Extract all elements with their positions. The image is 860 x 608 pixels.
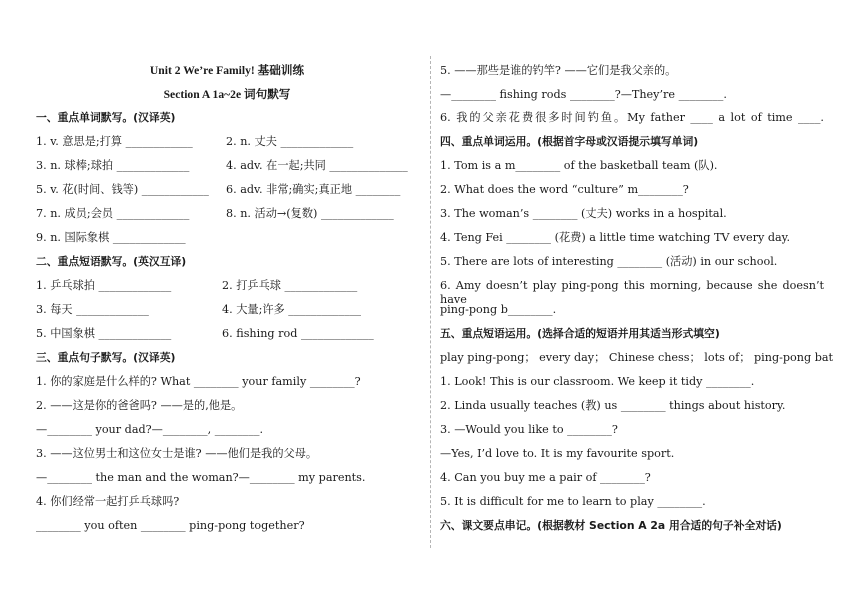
- usage-item: 3. The woman’s ________ (丈夫) works in a hospital.: [440, 207, 727, 220]
- sentence-item: —________ your dad?—________, ________.: [36, 423, 264, 436]
- sentence-item: ________ you often ________ ping-pong together?: [36, 519, 305, 532]
- fill-item: 1. Look! This is our classroom. We keep it tidy ________.: [440, 375, 755, 388]
- usage-item: 2. What does the word “culture” m________?: [440, 183, 689, 196]
- fill-item: 4. Can you buy me a pair of ________?: [440, 471, 651, 484]
- usage-item: 1. Tom is a m________ of the basketball team (队).: [440, 159, 718, 172]
- word-item: 2. n. 丈夫 _____________: [226, 135, 354, 148]
- worksheet-title: Unit 2 We’re Family! 基础训练: [149, 64, 305, 77]
- word-item: 4. adv. 在一起;共同 ______________: [226, 159, 408, 172]
- sentence-item: 3. ——这位男士和这位女士是谁? ——他们是我的父母。: [36, 447, 318, 460]
- phrase-item: 2. 打乒乓球 _____________: [222, 279, 358, 292]
- section-heading-text-points: 六、课文要点串记。(根据教材 Section A 2a 用合适的句子补全对话): [440, 519, 782, 532]
- fill-item: —Yes, I’d love to. It is my favourite sport.: [440, 447, 675, 460]
- fill-item: 2. Linda usually teaches (教) us ________ things about history.: [440, 399, 786, 412]
- usage-item: 5. There are lots of interesting ________ (活动) in our school.: [440, 255, 778, 268]
- worksheet-subtitle: Section A 1a~2e 词句默写: [163, 88, 291, 101]
- section-heading-word-usage: 四、重点单词运用。(根据首字母或汉语提示填写单词): [440, 135, 699, 148]
- sentence-item: —________ fishing rods ________?—They’re ________.: [440, 88, 727, 101]
- phrase-item: 3. 每天 _____________: [36, 303, 149, 316]
- word-item: 5. v. 花(时间、钱等) ____________: [36, 183, 209, 196]
- section-heading-words: 一、重点单词默写。(汉译英): [36, 111, 176, 124]
- usage-item: 6. Amy doesn’t play ping-pong this morning, because she doesn’t have: [440, 279, 824, 306]
- column-divider: [430, 56, 431, 548]
- section-heading-phrase-usage: 五、重点短语运用。(选择合适的短语并用其适当形式填空): [440, 327, 720, 340]
- word-item: 1. v. 意思是;打算 ____________: [36, 135, 193, 148]
- section-heading-phrases: 二、重点短语默写。(英汉互译): [36, 255, 187, 268]
- usage-item: 4. Teng Fei ________ (花费) a little time watching TV every day.: [440, 231, 791, 244]
- word-item: 3. n. 球棒;球拍 _____________: [36, 159, 190, 172]
- fill-item: 5. It is difficult for me to learn to play ________.: [440, 495, 706, 508]
- word-item: 6. adv. 非常;确实;真正地 ________: [226, 183, 401, 196]
- phrase-word-bank: play ping-pong； every day； Chinese chess； lots of； ping-pong bat: [440, 351, 834, 364]
- sentence-item: 2. ——这是你的爸爸吗? ——是的,他是。: [36, 399, 243, 412]
- sentence-item: 5. ——那些是谁的钓竿? ——它们是我父亲的。: [440, 64, 677, 77]
- word-item: 9. n. 国际象棋 _____________: [36, 231, 186, 244]
- sentence-item: 6. 我的父亲花费很多时间钓鱼。My father ____ a lot of time ____.: [440, 111, 824, 124]
- sentence-item: 4. 你们经常一起打乒乓球吗?: [36, 495, 180, 508]
- section-heading-sentences: 三、重点句子默写。(汉译英): [36, 351, 176, 364]
- usage-item-continued: ping-pong b________.: [440, 303, 557, 316]
- sentence-item: —________ the man and the woman?—________ my parents.: [36, 471, 366, 484]
- fill-item: 3. —Would you like to ________?: [440, 423, 618, 436]
- word-item: 8. n. 活动→(复数) _____________: [226, 207, 394, 220]
- phrase-item: 1. 乒乓球拍 _____________: [36, 279, 172, 292]
- sentence-item: 1. 你的家庭是什么样的? What ________ your family ________?: [36, 375, 361, 388]
- phrase-item: 4. 大量;许多 _____________: [222, 303, 362, 316]
- phrase-item: 6. fishing rod _____________: [222, 327, 374, 340]
- word-item: 7. n. 成员;会员 _____________: [36, 207, 190, 220]
- phrase-item: 5. 中国象棋 _____________: [36, 327, 172, 340]
